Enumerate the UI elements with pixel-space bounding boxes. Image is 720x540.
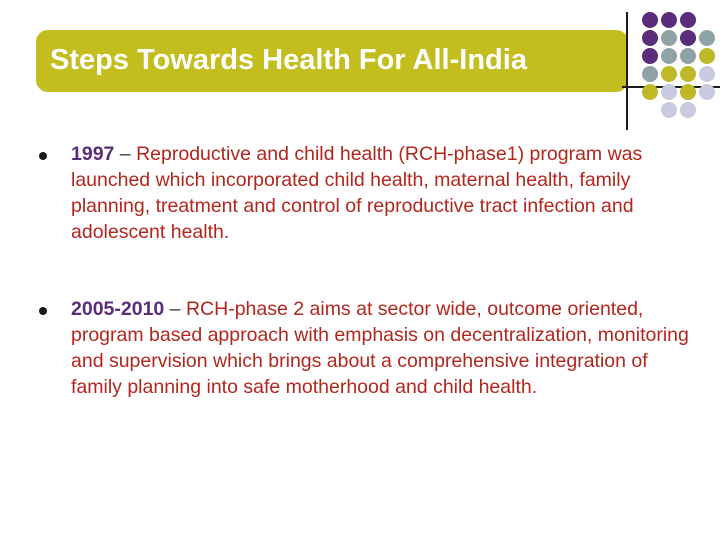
decorative-dot <box>661 48 677 64</box>
slide-title: Steps Towards Health For All-India <box>50 44 527 76</box>
decorative-dot <box>661 30 677 46</box>
bullet-text: aims at <box>304 298 378 320</box>
decorative-dot <box>642 84 658 100</box>
decorative-dot <box>680 30 696 46</box>
decorative-vertical-line <box>626 12 628 130</box>
bullet-highlight: sector wide, outcome oriented, program based approach with emphasis on decentralization, <box>71 298 644 346</box>
bullet-year: 2005-2010 <box>71 298 165 320</box>
bullet-marker <box>39 152 47 160</box>
decorative-dot <box>699 30 715 46</box>
decorative-dot <box>642 48 658 64</box>
bullet-text: program was launched which incorporated child health, maternal health, family planning, treatment and control of reproductive tract infection and adolescent health. <box>71 143 643 243</box>
bullet-highlight: RCH-phase 2 <box>185 298 305 320</box>
bullet-item-1997 <box>71 141 691 245</box>
decorative-dot <box>680 102 696 118</box>
decorative-dot <box>699 66 715 82</box>
decorative-dot <box>680 12 696 28</box>
decorative-dot <box>661 66 677 82</box>
bullet-dash: – <box>114 143 137 165</box>
decorative-dot <box>661 84 677 100</box>
decorative-dot <box>642 30 658 46</box>
title-banner <box>36 30 628 92</box>
bullet-dash: – <box>164 298 186 320</box>
bullet-highlight: Reproductive and child health (RCH-phase1) <box>136 143 525 165</box>
decorative-dot <box>661 102 677 118</box>
bullet-marker <box>39 307 47 315</box>
decorative-dot <box>642 66 658 82</box>
decorative-dot <box>680 66 696 82</box>
bullet-year: 1997 <box>71 143 115 165</box>
bullet-text: monitoring and supervision which brings about a comprehensive integration of family planning into safe motherhood and child health. <box>71 324 689 398</box>
bullet-item-2005-2010 <box>71 296 691 400</box>
decorative-dot <box>699 48 715 64</box>
decorative-dot <box>680 84 696 100</box>
decorative-dot <box>661 12 677 28</box>
decorative-dot <box>642 12 658 28</box>
decorative-dot <box>680 48 696 64</box>
decorative-dot <box>699 84 715 100</box>
